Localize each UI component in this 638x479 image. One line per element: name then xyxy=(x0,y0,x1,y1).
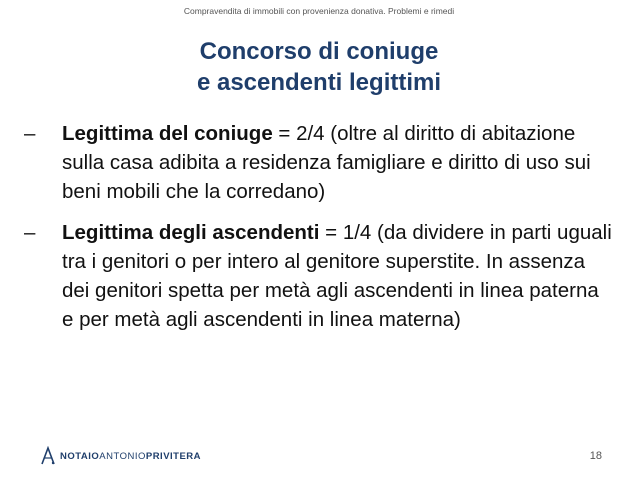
running-header: Compravendita di immobili con provenienza donativa. Problemi e rimedi xyxy=(183,6,455,16)
bullet-list xyxy=(24,119,614,334)
slide-title xyxy=(0,36,638,98)
bullet-dash: – xyxy=(24,122,36,145)
slide-title-line-1: Concorso di coniuge xyxy=(199,38,439,65)
page-number: 18 xyxy=(589,450,602,462)
bullet-item-spouse xyxy=(24,119,614,206)
slide-title-line-2: e ascendenti legittimi xyxy=(196,69,442,96)
footer-logo xyxy=(40,446,201,466)
bullet-text: = 2/4 (oltre al diritto di abitazione sulla casa adibita a residenza famigliare e diritto di uso sui beni mobili che la corredano) xyxy=(62,122,591,203)
bullet-bold-term: Legittima del coniuge xyxy=(62,122,273,145)
bullet-item-ascendants xyxy=(24,218,614,334)
bullet-dash: – xyxy=(24,221,36,244)
bullet-text: = 1/4 (da dividere in parti uguali tra i genitori o per intero al genitore superstite. In assenza dei genitori spetta per metà agli ascendenti in linea paterna e per metà agli ascendenti in linea materna) xyxy=(62,221,612,331)
logo-wordmark: NOTAIOANTONIOPRIVITERA xyxy=(60,450,202,462)
notary-logo-icon xyxy=(40,446,56,466)
bullet-bold-term: Legittima degli ascendenti xyxy=(62,221,320,244)
